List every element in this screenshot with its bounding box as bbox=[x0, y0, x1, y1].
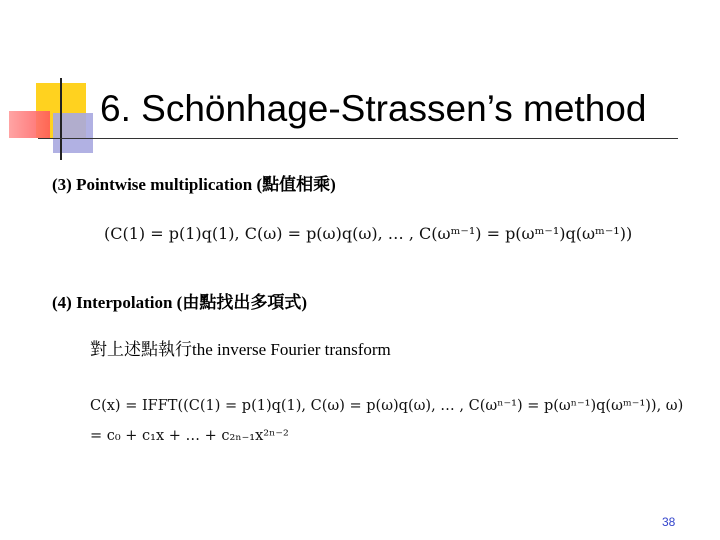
title-underline bbox=[38, 138, 678, 139]
slide-title: 6. Schönhage-Strassen’s method bbox=[100, 88, 647, 129]
decor-vertical-line bbox=[60, 78, 62, 160]
step4-description: 對上述點執行the inverse Fourier transform bbox=[90, 340, 391, 359]
step3-heading: (3) Pointwise multiplication (點值相乘) bbox=[52, 175, 336, 194]
step4-equation-line2: = c₀ + c₁x + … + c₂ₙ₋₁x²ⁿ⁻² bbox=[90, 428, 289, 444]
step3-equation: (C(1) = p(1)q(1), C(ω) = p(ω)q(ω), … , C(ωᵐ⁻¹) = p(ωᵐ⁻¹)q(ωᵐ⁻¹)) bbox=[104, 224, 633, 243]
decor-blue-square bbox=[53, 113, 93, 153]
page-number: 38 bbox=[662, 515, 676, 529]
step4-heading: (4) Interpolation (由點找出多項式) bbox=[52, 293, 307, 312]
step4-equation-line1: C(x) = IFFT((C(1) = p(1)q(1), C(ω) = p(ω)q(ω), … , C(ωⁿ⁻¹) = p(ωⁿ⁻¹)q(ωᵐ⁻¹)), ω) bbox=[90, 398, 684, 414]
decor-red-bar bbox=[9, 111, 50, 138]
